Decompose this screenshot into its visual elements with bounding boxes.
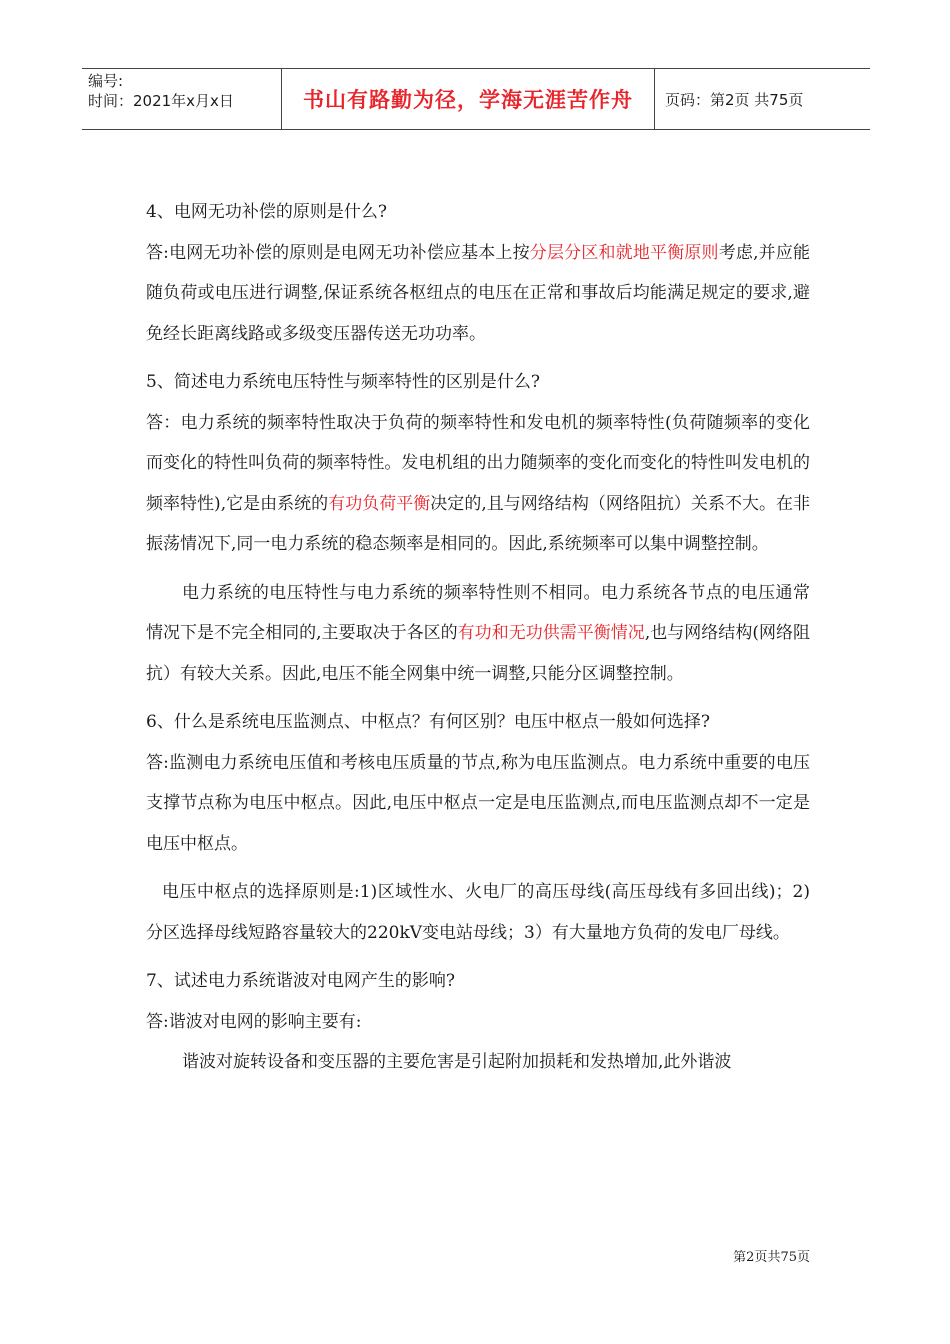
footer-page-number: 第2页共75页 (733, 1250, 810, 1265)
highlight-text: 有功负荷平衡 (328, 493, 431, 514)
header-motto: 书山有路勤为径，学海无涯苦作舟 (303, 88, 633, 112)
question-5: 5、简述电力系统电压特性与频率特性的区别是什么? (146, 372, 540, 392)
answer-7-paragraph-2: 谐波对旋转设备和变压器的主要危害是引起附加损耗和发热增加,此外谐波 (182, 1052, 732, 1072)
document-body (146, 192, 810, 1083)
highlight-text: 有功和无功供需平衡情况 (457, 623, 645, 643)
answer-5: 答：电力系统的频率特性取决于负荷的频率特性和发电机的频率特性(负荷随频率的变化而变化的特性叫负荷的频率特性。发电机组的出力随频率的变化而变化的特性叫发电机的频率特性),它是由系统的有功负荷平衡决定的,且与网络结构（网络阻抗）关系不大。在非振荡情况下,同一电力系统的稳态频率是相同的。因此,系统频率可以集中调整控制。 (146, 412, 811, 554)
answer-6: 答:监测电力系统电压值和考核电压质量的节点,称为电压监测点。电力系统中重要的电压支撑节点称为电压中枢点。因此,电压中枢点一定是电压监测点,而电压监测点却不一定是电压中枢点。 (146, 752, 810, 854)
header-page-number: 页码：第2页 共75页 (665, 90, 804, 109)
answer-4: 答:电网无功补偿的原则是电网无功补偿应基本上按分层分区和就地平衡原则考虑,并应能随负荷或电压进行调整,保证系统各枢纽点的电压在正常和事故后均能满足规定的要求,避免经长距离线路或多级变压器传送无功功率。 (146, 242, 811, 344)
answer-6-paragraph-2: 电压中枢点的选择原则是:1)区域性水、火电厂的高压母线(高压母线有多回出线)；2)分区选择母线短路容量较大的220kV变电站母线；3）有大量地方负荷的发电厂母线。 (146, 882, 810, 943)
answer-5-paragraph-2: 电力系统的电压特性与电力系统的频率特性则不相同。电力系统各节点的电压通常情况下是不完全相同的,主要取决于各区的有功和无功供需平衡情况,也与网络结构(网络阻抗）有较大关系。因此,电压不能全网集中统一调整,只能分区调整控制。 (146, 582, 811, 684)
header-meta (82, 69, 282, 129)
document-code-label: 编号: (88, 72, 124, 90)
document-date: 时间：2021年x月x日 (88, 92, 234, 110)
question-4: 4、电网无功补偿的原则是什么? (146, 202, 387, 222)
answer-7: 答:谐波对电网的影响主要有: (146, 1011, 362, 1032)
header-motto-cell (282, 69, 655, 129)
question-7: 7、试述电力系统谐波对电网产生的影响? (146, 971, 455, 991)
question-6: 6、什么是系统电压监测点、中枢点？有何区别？电压中枢点一般如何选择? (146, 712, 710, 732)
highlight-text: 分层分区和就地平衡原则 (529, 242, 719, 263)
page-header (82, 68, 870, 130)
